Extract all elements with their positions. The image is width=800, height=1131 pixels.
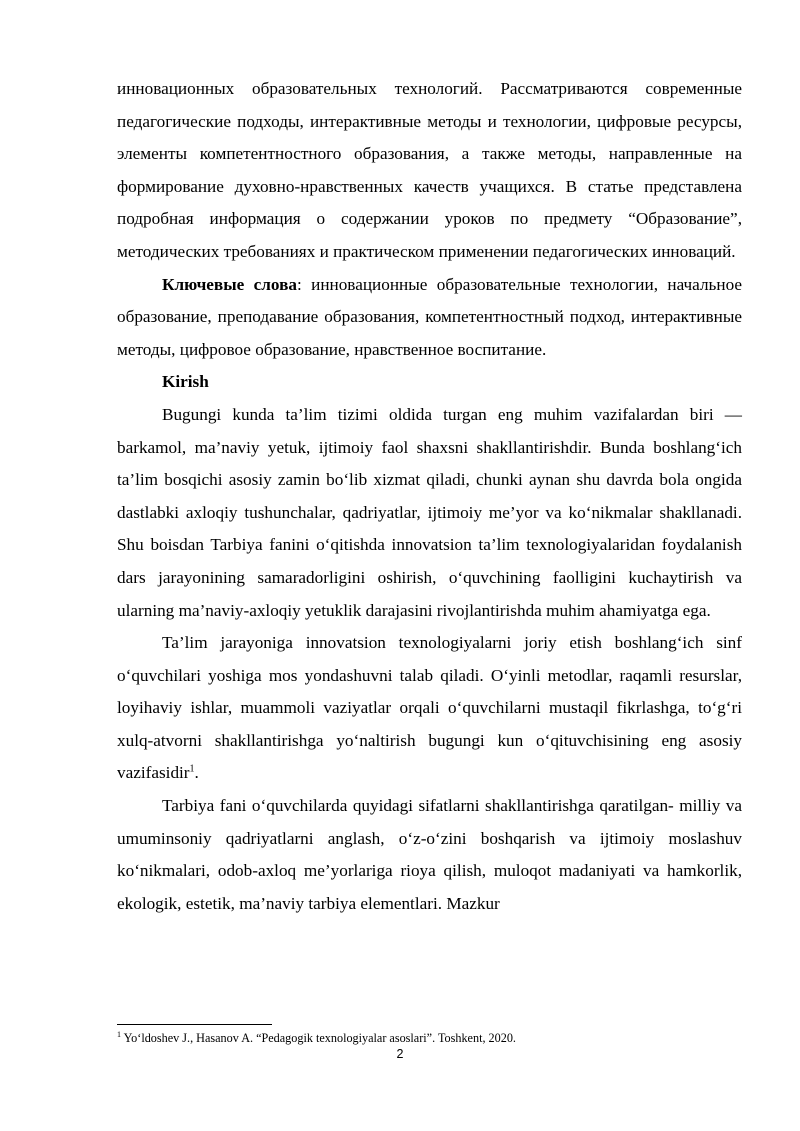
footnote-text: Yo‘ldoshev J., Hasanov A. “Pedagogik texnologiyalar asoslari”. Toshkent, 2020. bbox=[121, 1031, 516, 1045]
body-text bbox=[117, 73, 742, 920]
section-heading: Kirish bbox=[162, 372, 209, 392]
intro-paragraph-3: Tarbiya fani o‘quvchilarda quyidagi sifatlarni shakllantirishga qaratilgan- milliy va umuminsoniy qadriyatlarni anglash, o‘z-o‘zini boshqarish va ijtimoiy moslashuv ko‘nikmalari, odob-axloq me’yorlariga rioya qilish, muloqot madaniyati va hamkorlik, ekologik, estetik, ma’naviy tarbiya elementlari. Mazkur bbox=[117, 796, 742, 913]
intro-paragraph-2-end: . bbox=[194, 763, 199, 783]
footnote bbox=[117, 1030, 742, 1046]
intro-paragraph-1: Bugungi kunda ta’lim tizimi oldida turgan eng muhim vazifalardan biri — barkamol, ma’naviy yetuk, ijtimoiy faol shaxsni shakllantirishdir. Bunda boshlang‘ich ta’lim bosqichi asosiy zamin bo‘lib xizmat qiladi, chunki aynan shu davrda bola ongida dastlabki axloqiy tushunchalar, qadriyatlar, ijtimoiy me’yor va ko‘nikmalar shakllanadi. Shu boisdan Tarbiya fanini o‘qitishda innovatsion ta’lim texnologiyalaridan foydalanish dars jarayonining samaradorligini oshirish, o‘quvchining faolligini kuchaytirish va ularning ma’naviy-axloqiy yetuklik darajasini rivojlantirishda muhim ahamiyatga ega. bbox=[117, 404, 742, 620]
keywords-paragraph bbox=[117, 269, 742, 367]
keywords-text: : инновационные образовательные технологии, начальное образование, преподавание образования, компетентностный подход, интерактивные методы, цифровое образование, нравственное воспитание. bbox=[117, 274, 742, 359]
footnote-divider bbox=[117, 1024, 272, 1025]
page-number: 2 bbox=[396, 1047, 404, 1061]
intro-paragraph-2 bbox=[117, 627, 742, 790]
footnote-marker: 1 bbox=[117, 1029, 121, 1039]
keywords-label: Ключевые слова bbox=[162, 274, 297, 294]
intro-paragraph-2-text: Ta’lim jarayoniga innovatsion texnologiyalarni joriy etish boshlang‘ich sinf o‘quvchilari yoshiga mos yondashuvni talab qiladi. O‘yinli metodlar, raqamli resurslar, loyihaviy ishlar, muammoli vaziyatlar orqali o‘quvchilarni mustaqil fikrlashga, to‘g‘ri xulq-atvorni shakllantirishga yo‘naltirish bugungi kun o‘qituvchisining eng asosiy vazifasidir bbox=[117, 633, 742, 783]
footnote-reference[interactable]: 1 bbox=[189, 763, 195, 775]
abstract-paragraph: инновационных образовательных технологий. Рассматриваются современные педагогические подходы, интерактивные методы и технологии, цифровые ресурсы, элементы компетентностного образования, а также методы, направленные на формирование духовно-нравственных качеств учащихся. В статье представлена подробная информация о содержании уроков по предмету “Образование”, методических требованиях и практическом применении педагогических инноваций. bbox=[117, 79, 742, 261]
